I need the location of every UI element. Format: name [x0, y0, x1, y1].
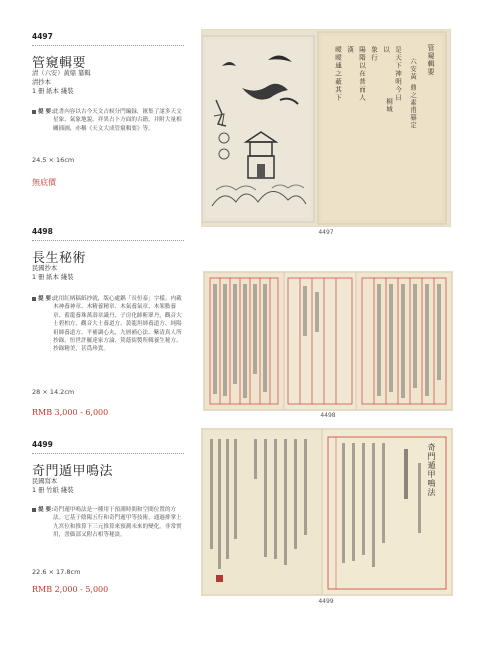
- manuscript-line: 象行: [370, 46, 378, 62]
- manuscript-line: 陽隋以在昔而人: [358, 46, 366, 102]
- manuscript-heading: 管窺輯要: [427, 44, 435, 76]
- lot-dimensions: 24.5 × 16cm: [32, 156, 75, 164]
- lot-number: 4497: [32, 32, 53, 41]
- photo-caption: 4498: [320, 412, 336, 419]
- meta-line: 1 冊 竹紙 綫裝: [32, 487, 74, 494]
- manuscript-heading: 桐城: [385, 98, 393, 113]
- lot-estimate: RMB 3,000 - 6,000: [32, 408, 109, 417]
- manuscript-heading: 六安黃 鼎之素甫纂定: [409, 58, 417, 129]
- lot-estimate: RMB 2,000 - 5,000: [32, 585, 109, 594]
- meta-line: 1 冊 紙本 綫裝: [32, 88, 74, 95]
- lot-photo: [202, 429, 452, 595]
- lot-dimensions: 28 × 14.2cm: [32, 388, 75, 396]
- lot-estimate: 無底價: [32, 178, 56, 187]
- manuscript-heading: 奇門遁甲鳴法: [427, 443, 436, 497]
- handwritten-manuscript-pages: [202, 429, 452, 595]
- meta-line: 清抄本: [32, 79, 51, 86]
- photo-caption: 4497: [318, 229, 334, 236]
- desc-label: 提 要：: [38, 507, 57, 513]
- lot-number: 4499: [32, 440, 53, 449]
- meta-line: 1 冊 紙本 綫裝: [32, 274, 74, 281]
- desc-text: 此用紅柄稿紙抄就，版心處鐫「長恒泰」字樣。内載木神養神章、木精養精章、木氣養氣章、木架點養章、蓄龍養珠萬壽章識丹、子房化師斬眾丹，觀音大士碧柏方、觀音大士養道方、黃龍坦師養道方、純陽祖師養道方、平補調心丸、九層補心法、紫清真人所抄錄、恒世許羅達家方論、篤蔭街製所輯養生秘方、抄錄精美，甚爲珍貴。: [53, 296, 182, 353]
- desc-text: 奇門遁甲鳴法是一種用于預測時間和空間位置的方法。它基于陰陽五行和奇門遁甲等技術，通過排掌上九宮位和推算下三元推算來預測未來的變化。非常實用，書価部又附占相等秘訣。: [53, 507, 182, 539]
- desc-label: 提 要：: [38, 109, 57, 115]
- lot-description: [32, 506, 182, 540]
- lot-title: 長生秘術: [32, 251, 87, 266]
- manuscript-line: 曖曖連之蔽其下: [334, 46, 342, 102]
- photo-caption: 4499: [318, 598, 334, 605]
- divider: [32, 453, 184, 454]
- lot-meta: [32, 477, 74, 495]
- lot-title: 奇門遁甲鳴法: [32, 464, 114, 479]
- meta-line: 民國寫本: [32, 478, 58, 485]
- meta-line: 民國抄本: [32, 265, 58, 272]
- lot-dimensions: 22.6 × 17.8cm: [32, 568, 81, 576]
- meta-line: 清（六安）黃鼎 纂輯: [32, 70, 91, 77]
- desc-text: 此書內容以古今天文占候分門編録，匯集了諸多天文星象、氣象地貌、祥異占卜方面的古籍，并附大量相關插圖，亦稱《天文大成管窺輯要》等。: [53, 109, 182, 132]
- manuscript-line: 漢: [346, 46, 354, 54]
- manuscript-line: 是天下神明今日: [394, 46, 402, 102]
- lot-title: 管窺輯要: [32, 56, 87, 71]
- lot-number: 4498: [32, 227, 53, 236]
- manuscript-line: 以: [382, 46, 390, 54]
- desc-label: 提 要：: [38, 296, 57, 302]
